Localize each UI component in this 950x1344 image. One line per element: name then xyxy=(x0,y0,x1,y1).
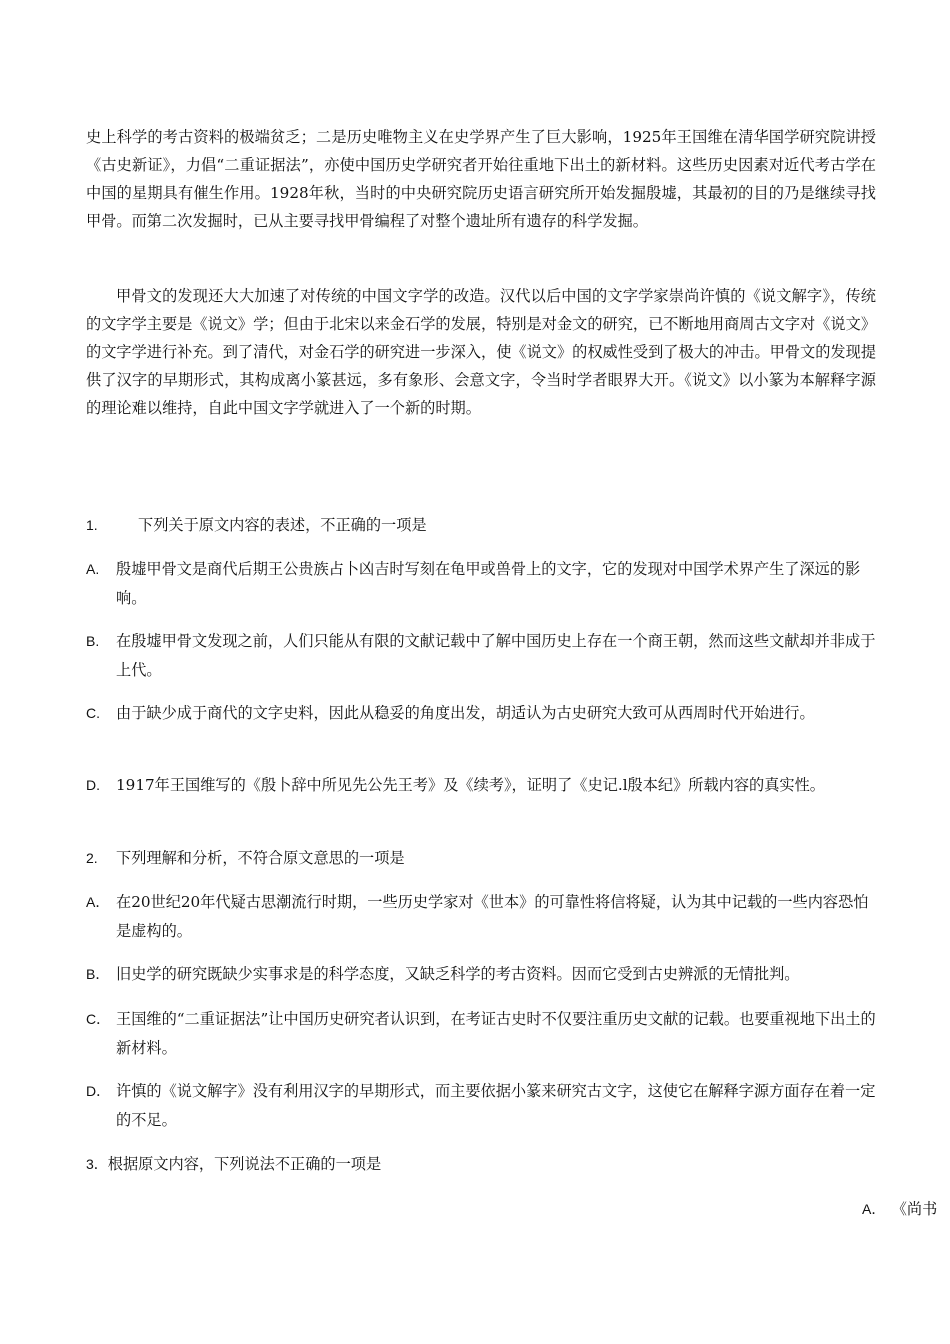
option-letter: A． xyxy=(862,1201,886,1217)
question-2-option-d xyxy=(86,1077,876,1135)
passage-paragraph-1: 史上科学的考古资料的极端贫乏；二是历史唯物主义在史学界产生了巨大影响，1925年王国维在清华国学研究院讲授《古史新证》，力倡“二重证据法”，亦使中国历史学研究者开始往重地下出土的新材料。这些历史因素对近代考古学在中国的星期具有催生作用。1928年秋，当时的中央研究院历史语言研究所开始发掘殷墟，其最初的目的乃是继续寻找甲骨。而第二次发掘时，已从主要寻找甲骨编程了对整个遗址所有遗存的科学发掘。 xyxy=(86,128,876,230)
question-3-stem: 根据原文内容，下列说法不正确的一项是 xyxy=(107,1155,382,1173)
passage-paragraph-2: 甲骨文的发现还大大加速了对传统的中国文字学的改造。汉代以后中国的文字学家崇尚许慎的《说文解字》，传统的文字学主要是《说文》学；但由于北宋以来金石学的发展，特别是对金文的研究，已不断地用商周古文字对《说文》的文字学进行补充。到了清代，对金石学的研究进一步深入，使《说文》的权威性受到了极大的冲击。甲骨文的发现提供了汉字的早期形式，其构成离小篆甚远，多有象形、会意文字，令当时学者眼界大开。《说文》以小篆为本解释字源的理论难以维持，自此中国文字学就进入了一个新的时期。 xyxy=(86,287,876,417)
option-letter: A. xyxy=(86,561,100,577)
option-letter: D． xyxy=(86,1083,111,1099)
question-2-option-c xyxy=(86,1005,876,1063)
question-1-option-a xyxy=(86,555,876,613)
option-letter: C. xyxy=(86,705,100,721)
option-letter: B. xyxy=(86,633,100,649)
question-1-option-b xyxy=(86,627,876,685)
question-3-number: 3． xyxy=(86,1156,108,1172)
question-1-option-d xyxy=(86,771,876,800)
question-3 xyxy=(86,1150,876,1179)
option-text: 王国维的“二重证据法”让中国历史研究者认识到，在考证古史时不仅要注重历史文献的记载。也要重视地下出土的新材料。 xyxy=(116,1010,876,1057)
option-letter: D. xyxy=(86,777,100,793)
option-text: 1917年王国维写的《殷卜辞中所见先公先王考》及《续考》，证明了《史记.l殷本纪》所载内容的真实性。 xyxy=(116,776,825,794)
question-1-option-c xyxy=(86,699,876,728)
option-letter: A． xyxy=(86,894,110,910)
question-2-option-b xyxy=(86,960,876,989)
question-1-stem: 下列关于原文内容的表述，不正确的一项是 xyxy=(138,516,427,534)
option-letter: B． xyxy=(86,966,110,982)
option-text: 殷墟甲骨文是商代后期王公贵族占卜凶吉时写刻在龟甲或兽骨上的文字，它的发现对中国学术界产生了深远的影响。 xyxy=(116,560,861,607)
option-text: 在20世纪20年代疑古思潮流行时期，一些历史学家对《世本》的可靠性将信将疑，认为其中记载的一些内容恐怕是虚构的。 xyxy=(116,893,869,940)
question-2-option-a xyxy=(86,888,876,946)
option-text: 旧史学的研究既缺少实事求是的科学态度，又缺乏科学的考古资料。因而它受到古史辨派的无情批判。 xyxy=(116,965,800,983)
option-letter: C． xyxy=(86,1011,111,1027)
question-1 xyxy=(86,511,876,540)
option-text: 由于缺少成于商代的文字史料，因此从稳妥的角度出发，胡适认为古史研究大致可从西周时代开始进行。 xyxy=(116,704,815,722)
option-text: 在殷墟甲骨文发现之前，人们只能从有限的文献记载中了解中国历史上存在一个商王朝，然而这些文献却并非成于上代。 xyxy=(116,632,876,679)
question-3-option-a-fragment xyxy=(862,1195,937,1223)
question-1-number: 1. xyxy=(86,517,98,533)
question-2-number: 2. xyxy=(86,850,98,866)
question-2 xyxy=(86,844,876,873)
question-2-stem: 下列理解和分析，不符合原文意思的一项是 xyxy=(116,849,405,867)
option-text: 《尚书 xyxy=(899,1200,938,1218)
option-text: 许慎的《说文解字》没有利用汉字的早期形式，而主要依据小篆来研究古文字，这使它在解释字源方面存在着一定的不足。 xyxy=(116,1082,876,1129)
